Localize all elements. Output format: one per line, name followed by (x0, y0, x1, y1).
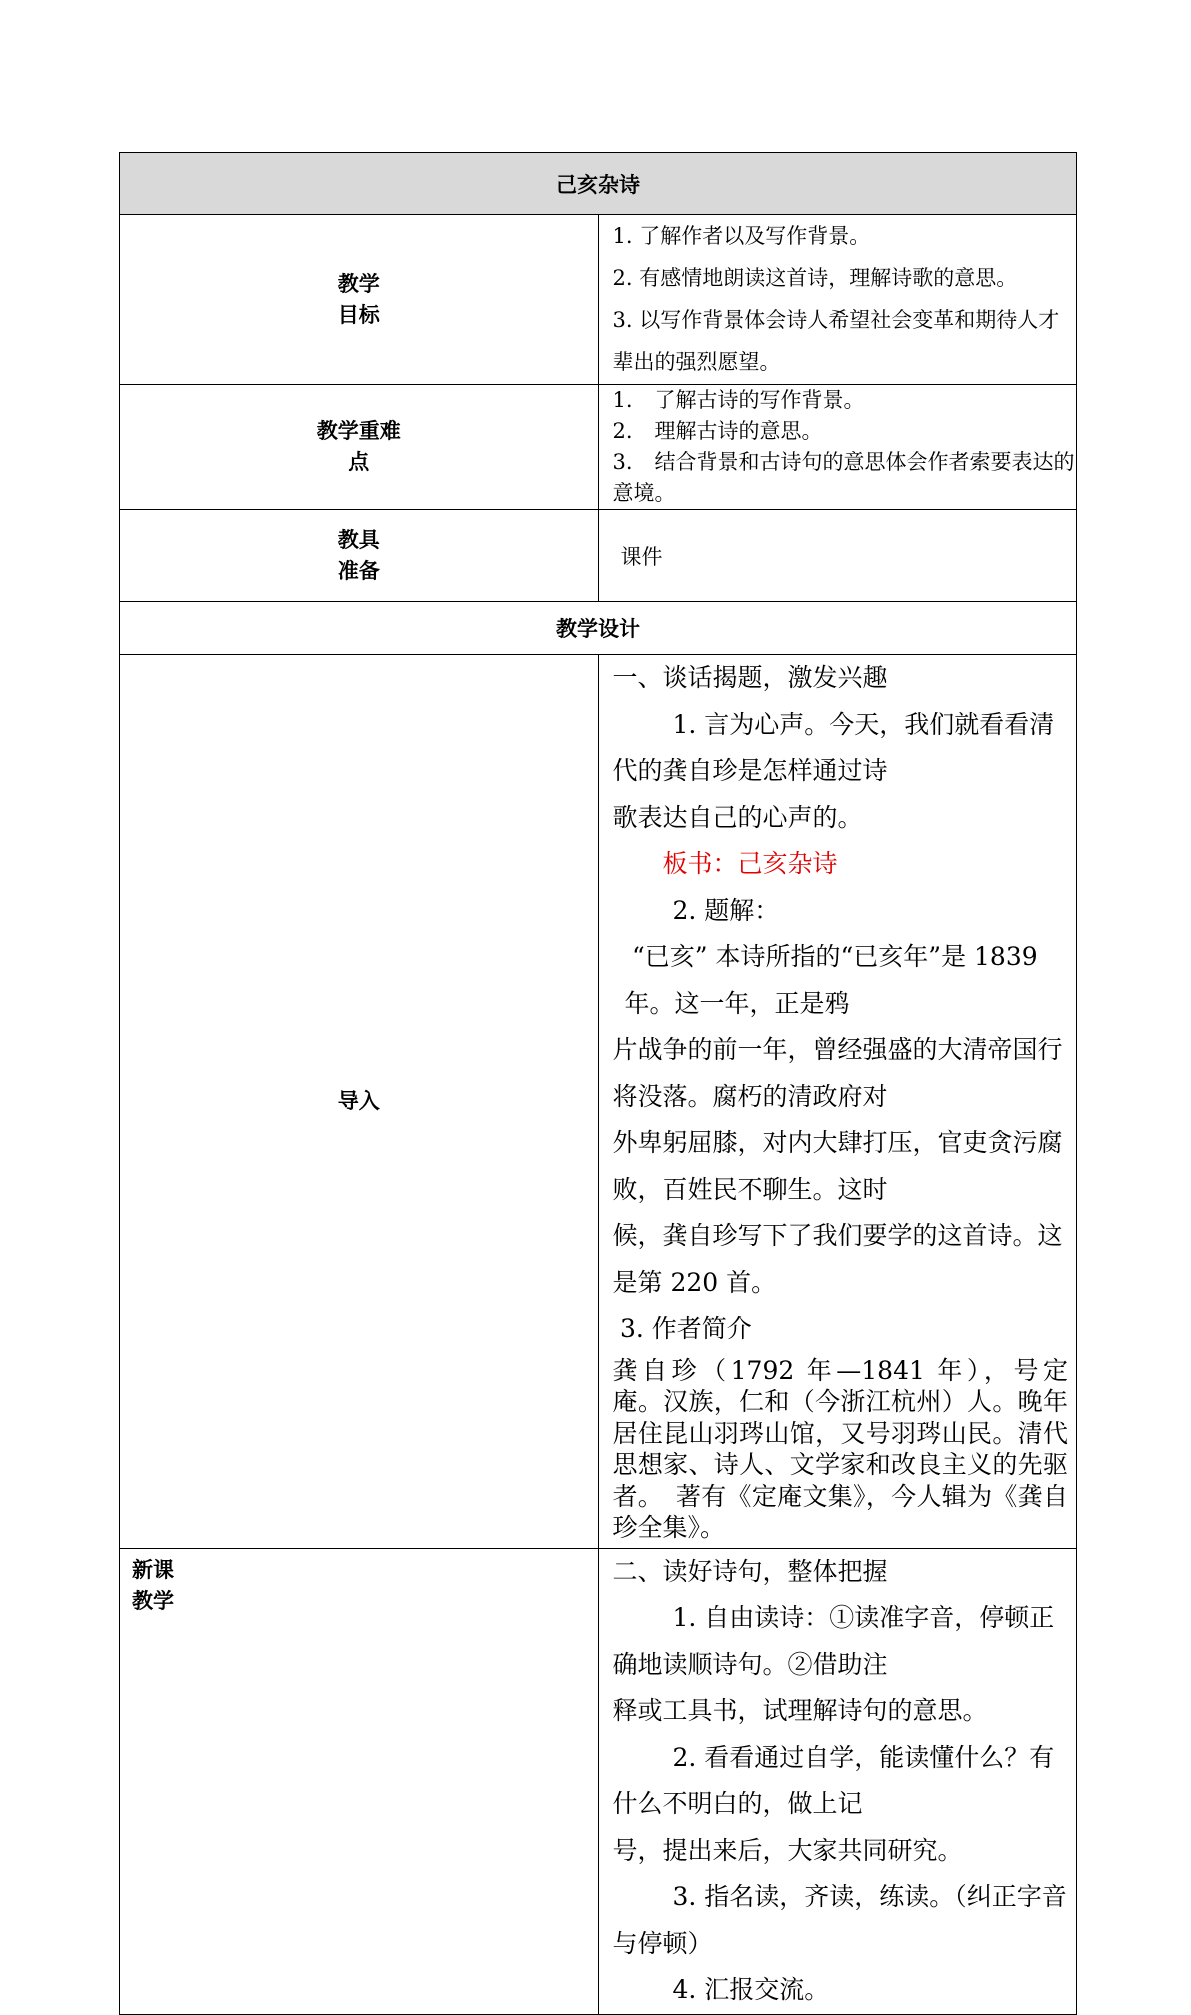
key-points-label-line1: 教学重难 (316, 419, 401, 443)
new-lesson-label-line1: 新课 (132, 1557, 174, 1582)
new-lesson-paragraph: 3. 指名读，齐读，练读。（纠正字音与停顿） (612, 1882, 1067, 1958)
title-row (120, 153, 1077, 215)
board-writing: 板书：己亥杂诗 (662, 849, 838, 878)
key-point-item (599, 416, 1077, 447)
intro-paragraph: 外卑躬屈膝，对内大肆打压，官吏贪污腐败，百姓民不聊生。这时 (612, 1128, 1063, 1204)
goals-label-line1: 教学 (337, 271, 380, 296)
goal-item: 2. 有感情地朗读这首诗，理解诗歌的意思。 (612, 266, 1018, 290)
design-heading: 教学设计 (120, 602, 1077, 655)
intro-paragraph: 片战争的前一年，曾经强盛的大清帝国行将没落。腐朽的清政府对 (612, 1035, 1063, 1111)
new-lesson-paragraph: 号，提出来后，大家共同研究。 (612, 1835, 963, 1865)
key-point-text: 结合背景和古诗句的意思体会作者索要表达的意境。 (612, 450, 1075, 505)
key-point-num: 1. (612, 388, 633, 412)
tools-value: 课件 (598, 510, 1077, 602)
key-point-item (599, 447, 1077, 509)
new-lesson-paragraph: 4. 汇报交流。 (672, 1975, 830, 2004)
new-lesson-paragraph: 释或工具书，试理解诗句的意思。 (612, 1696, 988, 1725)
intro-paragraph: 2. 题解： (672, 895, 780, 925)
intro-content (598, 655, 1077, 1549)
intro-section-title: 一、谈话揭题，激发兴趣 (612, 663, 888, 692)
key-point-text: 了解古诗的写作背景。 (654, 388, 865, 412)
key-point-num: 2. (612, 419, 633, 443)
tools-label-line1: 教具 (337, 527, 380, 552)
goal-item: 1. 了解作者以及写作背景。 (612, 224, 871, 248)
key-points-label (120, 385, 599, 510)
author-bio: 龚自珍（1792 年—1841 年），号定庵。汉族，仁和（今浙江杭州）人。晚年居住昆山羽琌山馆，又号羽琌山民。清代思想家、诗人、文学家和改良主义的先驱者。 著有《定庵文集》，今人辑为《龚自珍全集》。 (612, 1355, 1068, 1542)
new-lesson-row (120, 1548, 1077, 2014)
intro-paragraph: 1. 言为心声。今天，我们就看看清代的龚自珍是怎样通过诗 (612, 709, 1055, 785)
design-heading-row (120, 602, 1077, 655)
new-lesson-label-line2: 教学 (132, 1588, 174, 1613)
key-point-num: 3. (612, 450, 633, 474)
goals-row (120, 215, 1077, 385)
key-points-row (120, 385, 1077, 510)
goals-label (120, 215, 599, 385)
new-lesson-paragraph: 1. 自由读诗：①读准字音，停顿正确地读顺诗句。②借助注 (612, 1603, 1055, 1679)
goal-item: 3. 以写作背景体会诗人希望社会变革和期待人才辈出的强烈愿望。 (612, 308, 1060, 374)
goals-content (598, 215, 1077, 385)
key-points-content (598, 385, 1077, 510)
key-point-text: 理解古诗的意思。 (654, 419, 823, 443)
lesson-plan-table (119, 152, 1077, 2015)
intro-paragraph: 候，龚自珍写下了我们要学的这首诗。这是第 220 首。 (612, 1221, 1063, 1297)
intro-paragraph: “已亥” 本诗所指的“已亥年”是 1839 年。这一年，正是鸦 (624, 942, 1038, 1018)
new-lesson-label (120, 1548, 599, 2014)
new-lesson-paragraph: 2. 看看通过自学，能读懂什么？有什么不明白的，做上记 (612, 1742, 1055, 1818)
intro-row (120, 655, 1077, 1549)
key-points-label-line2: 点 (348, 450, 370, 474)
goals-label-line2: 目标 (337, 302, 380, 327)
key-point-item (599, 385, 1077, 416)
page-title: 己亥杂诗 (120, 153, 1077, 215)
intro-paragraph: 歌表达自己的心声的。 (612, 802, 863, 832)
new-lesson-content (598, 1548, 1077, 2014)
intro-paragraph: 3. 作者简介 (620, 1314, 752, 1343)
tools-row (120, 510, 1077, 602)
intro-label: 导入 (120, 655, 599, 1549)
tools-label (120, 510, 599, 602)
tools-label-line2: 准备 (337, 558, 380, 583)
new-lesson-section-title: 二、读好诗句，整体把握 (612, 1556, 888, 1586)
